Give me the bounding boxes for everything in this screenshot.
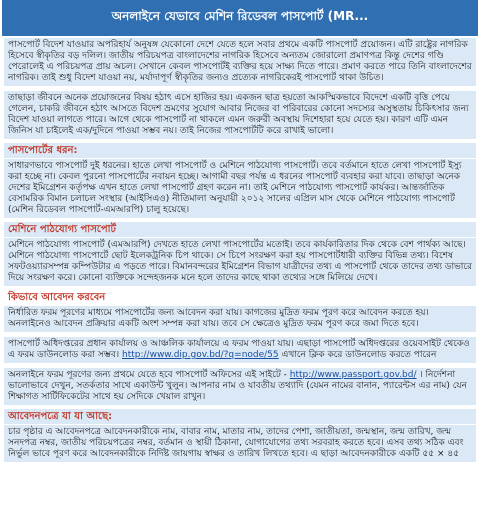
paragraph-types: সাধারণভাবে পাসপোর্ট দুই ধরনের। হাতে লেখা পাসপোর্ট ও মেশিনে পাঠযোগ্য পাসপোর্ট। তবে বর্তমানে হাতে লেখা পাসপোর্ট ইস্যু করা হচ্ছে না। কেবল পুরনো পাসপোর্টের নবায়ন হচ্ছে। আগামী বছর পর্যন্ত এ ধরনের পাসপোর্ট ব্যবহার করা যাবে। তাছাড়া অনেক দেশের ইমিগ্রেশন কর্তৃপক্ষ এখন হাতে লেখা পাসপোর্ট গ্রহণ করেন না। তাই মেশিনে পাঠযোগ্য পাসপোর্ট কার্যকর। আন্তর্জাতিক বেসামরিক বিমান চলাচল সংস্থার (আইসিএও) নীতিমালা অনুযায়ী ২০১২ সালের এপ্রিল মাস থেকে মেশিনে পাঠযোগ্য পাসপোর্ট (মেশিন রিডেবল পাসপোর্ট-এমআরপি) চালু হয়েছে। [4,159,476,218]
form-download-hint: এখানে ক্লিক করে ডাউনলোড করতে পারেন [281,350,437,360]
paragraph-online-form [4,368,476,405]
online-form-instructions: । নির্দেশনা ভালোভাবে দেখুন, সতর্কতার সাথে একাউন্ট খুলুন। আপনার নাম ও যাবতীয় তথ্যাদি (যেমন নামের বানান, প্যারেন্টস এর নাম) যেন শিক্ষাগত সার্টিফিকেটের সাথে হয় সেদিকে খেয়াল রাখুন। [8,370,467,402]
online-form-text: অনলাইনে ফরম পূরণের জন্য প্রথমে যেতে হবে পাসপোর্ট অফিসের এই সাইটে - [8,370,287,380]
paragraph-form-contents: চার পৃষ্ঠার এ আবেদনপত্রে আবেদনকারীকে নাম, বাবার নাম, মাতার নাম, তাদের পেশা, জাতীয়তা, জন্মস্থান, জন্ম তারিখ, জন্ম সনদপত্র নম্বর, জাতীয় পরিচয়পত্রের নম্বর, বর্তমান ও স্থায়ী ঠিকানা, যোগাযোগের তথ্য সরবরাহ করতে হবে। এসব তথ্য সঠিক এবং নির্ভুল ভাবে পূরণ করে আবেদনকারীকে নির্দিষ্ট জায়গায় স্বাক্ষর ও তারিখ লিখতে হবে। এ ছাড়া আবেদনকারীকে একটি ৫৫ × ৪৫ [4,425,476,462]
heading-form-contents: আবেদনপত্রে যা যা আছে: [4,409,476,424]
paragraph-need: তাছাড়া জীবনে অনেক প্রয়োজনের বিষয় হঠাৎ এসে হাজির হয়। একজন ছাত্র হয়তো আকস্মিকভাবে বিদেশে একটি বৃত্তি পেয়ে গেলেন, চাকরি জীবনে হঠাৎ আসতে বিদেশ ভ্রমণের সুযোগ আবার নিজের বা পরিবারের কোনো সদস্যের অসুস্থতায় চিকিৎসার জন্য বিদেশ যাওয়া লাগতে পারে। আগে থেকে পাসপোর্ট না থাকলে এমন জরুরী অবস্থায় দিশেহারা হয়ে যেতে হয়। কারণ এটি এমন জিনিস যা চাইলেই এক/দুদিনে পাওয়া সম্ভব নয়। তাই নিজের পাসপোর্টটি করে রাখাই ভালো। [4,91,476,139]
heading-passport-types: পাসপোর্টের ধরন: [4,143,476,158]
heading-how-to-apply: কিভাবে আবেদন করবেন [8,292,106,303]
article-title: অনলাইনে যেভাবে মেশিন রিডেবল পাসপোর্ট (MR... [2,0,478,36]
heading-mrp: মেশিনে পাঠযোগ্য পাসপোর্ট [4,222,476,237]
article-body [4,38,476,526]
paragraph-form-download [4,337,476,363]
paragraph-intro: পাসপোর্ট বিদেশ যাওয়ার অপরিহার্য অনুষঙ্গ যেকোনো দেশে যেতে হলে সবার প্রথমে একটি পাসপোর্ট প্রয়োজন। এটি রাষ্ট্রের নাগরিক হিসেবে স্বীকৃতির বড় দলিল। জাতীয় পরিচয়পত্র বাংলাদেশের নাগরিক হিসেবে অন্যতম জোরালো প্রমাণপত্র কিন্তু দেশের গণ্ডি পেরোলেই এ পরিচয়পত্র প্রায় অচল। সেখানে কেবল পাসপোর্টই ব্যক্তির হয়ে সাক্ষ্য দিতে পারে। প্রমাণ করতে পারে তিনি বাংলাদেশের নাগরিক। তাই শুধু বিদেশ যাওয়া নয়, মর্যাদাপূর্ণ স্বীকৃতির জন্যও প্রত্যেক নাগরিকেরই পাসপোর্ট থাকা উচিত। [4,38,476,86]
form-download-text: পাসপোর্ট অধিদপ্তরের প্রধান কার্যালয় ও আঞ্চলিক কার্যালয়ে এ ফরম পাওয়া যায়। এছাড়া পাসপোর্ট অধিদপ্তরের ওয়েবসাইট থেকেও এ ফরম ডাউনলোড করা সম্ভব। [8,339,470,360]
paragraph-mrp: মেশিনে পাঠযোগ্য পাসপোর্ট (এমআরপি) দেখতে হাতে লেখা পাসপোর্টের মতোই। তবে কার্যকারিতার দিক থেকে বেশ পার্থক্য আছে। মেশিনে পাঠযোগ্য পাসপোর্টে ছোট ইলেকট্রনিক চিপ থাকে। সে চিপে সংরক্ষণ করা হয় পাসপোর্টধারী ব্যক্তির বিভিন্ন তথ্য। বিশেষ সফটওয়্যারসম্পন্ন কম্পিউটার এ পড়তে পারে। বিমানবন্দরের ইমিগ্রেশন বিভাগ যাত্রীদের তথ্য এ পাসপোর্ট থেকে তাদের তথ্য ডাভারে দিয়ে সংরক্ষণ করে। কোনো ব্যক্তিকে সন্দেহজনক মনে হলে তাদের কাছে থাকা তথ্যের সঙ্গে মিলিয়ে দেখে। [4,238,476,286]
dip-link[interactable]: http://www.dip.gov.bd/?q=node/55 [122,350,279,360]
paragraph-apply: নির্ধারিত ফরম পূরণের মাধ্যমে পাসপোর্টের জন্য আবেদন করা যায়। কাগজের মুদ্রিত ফরম পূরণ করে আবেদন করতে হয়। অনলাইনেও আবেদন প্রক্রিয়ার একটি অংশ সম্পন্ন করা যায়। তবে সে ক্ষেত্রেও মুদ্রিত ফরম পূরণ করে জমা দিতে হবে। [4,306,476,332]
passport-site-link[interactable]: http://www.passport.gov.bd/ [289,370,417,380]
